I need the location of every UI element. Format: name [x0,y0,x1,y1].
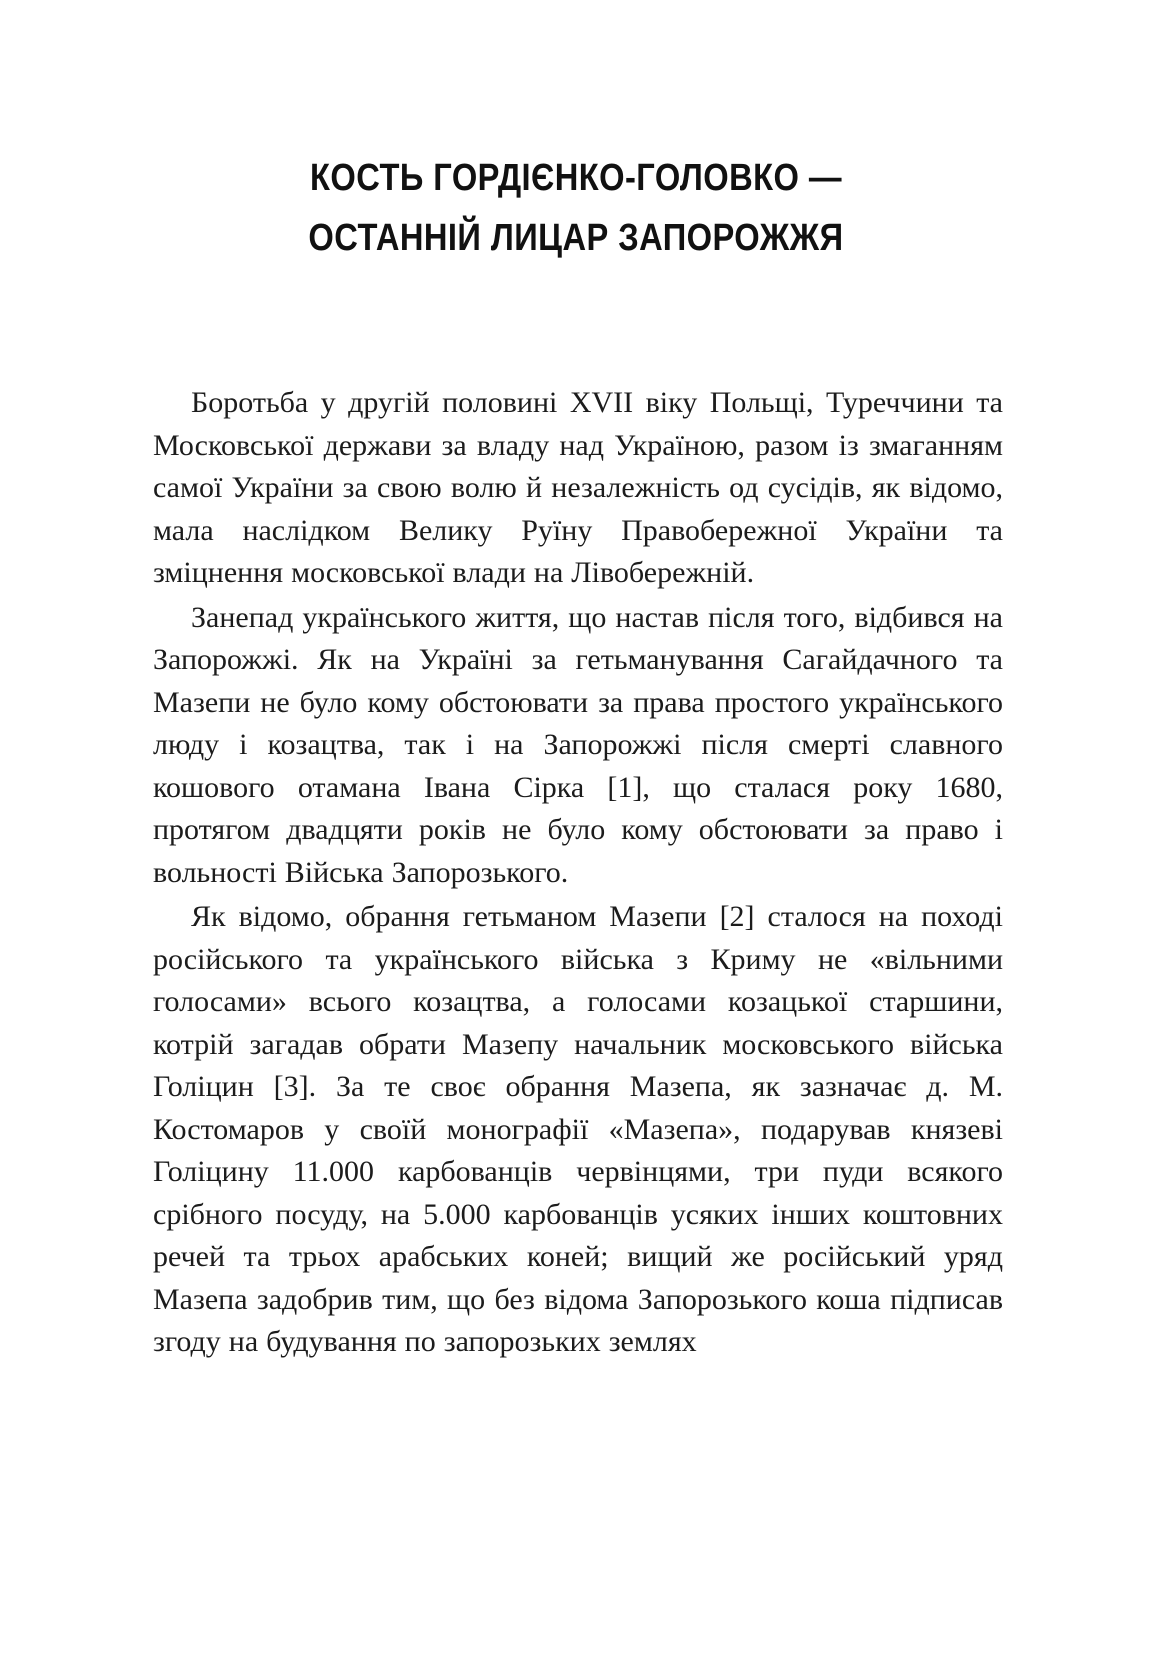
chapter-title-line-2: ОСТАННІЙ ЛИЦАР ЗАПОРОЖЖЯ [308,217,844,259]
paragraph-2: Занепад українського життя, що настав після того, відбився на Запорожжі. Як на Україні за гетьманування Сагайдачного та Мазепи не було кому обстоювати за права простого українського люду і козацтва, так і на Запорожжі після смерті славного кошового отамана Івана Сірка [1], що сталася року 1680, протягом двадцяти років не було кому обстоювати за право і вольності Війська Запорозького. [153,600,1003,889]
chapter-title-line-1: КОСТЬ ГОРДІЄНКО-ГОЛОВКО — [310,157,842,199]
paragraph-3: Як відомо, обрання гетьманом Мазепи [2] сталося на поході російського та українського війська з Криму не «вільними голосами» всього козацтва, а голосами козацької старшини, котрій загадав обрати Мазепу начальник московського війська Голіцин [3]. За те своє обрання Мазепа, як зазначає д. М. Костомаров у своїй монографії «Мазепа», подарував князеві Голіцину 11.000 карбованців червінцями, три пуди всякого срібного посуду, на 5.000 карбованців усяких інших коштовних речей та трьох арабських коней; вищий же російський уряд Мазепа задобрив тим, що без відома Запорозького коша підписав згоду на будування по запорозьких землях [153,900,1003,1358]
chapter-title [150,148,1002,268]
paragraph-1: Боротьба у другій половині XVII віку Польщі, Туреччини та Московської держави за владу над Україною, разом із змаганням самої України за свою волю й незалежність од сусідів, як відомо, мала наслідком Велику Руїну Правобережної України та зміцнення московської влади на Лівобережній. [153,386,1003,589]
body-text [153,382,1003,1366]
